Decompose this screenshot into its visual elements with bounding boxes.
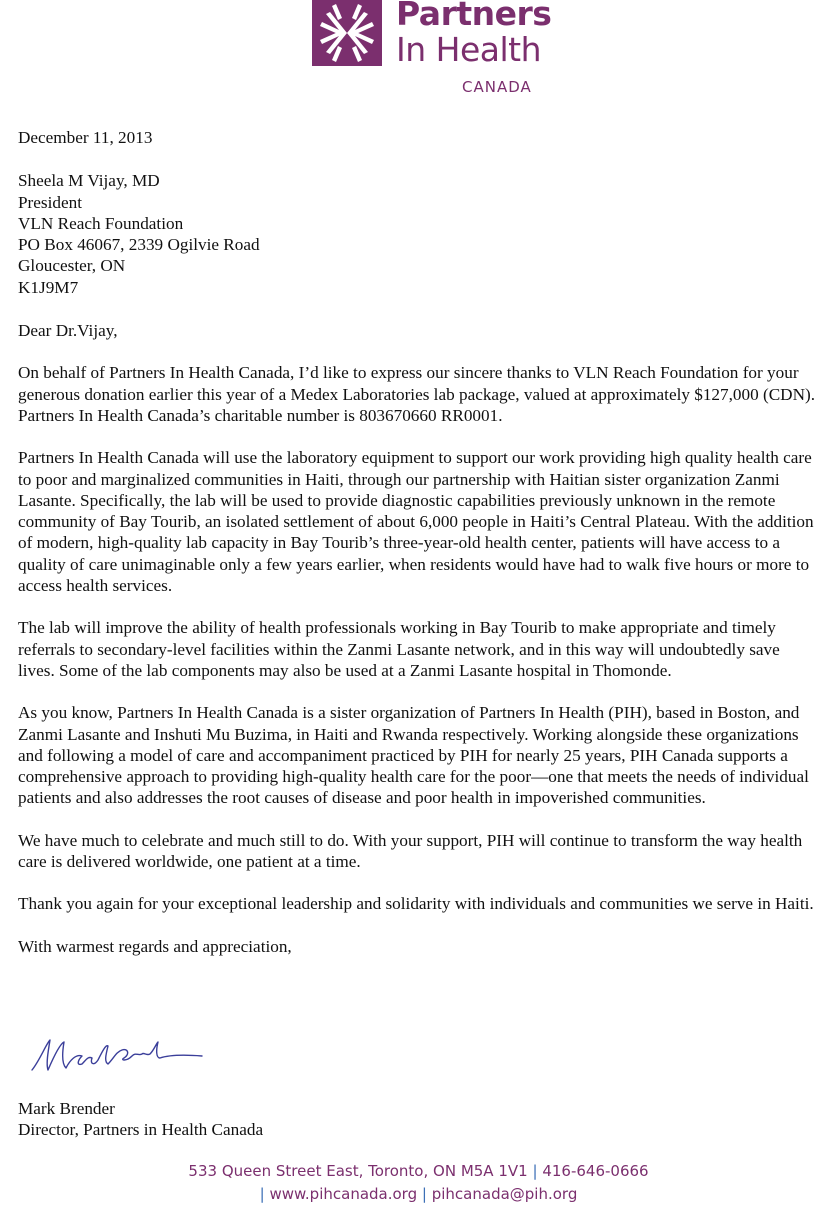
logo-line-canada: CANADA	[462, 78, 532, 96]
recipient-street: PO Box 46067, 2339 Ogilvie Road	[18, 235, 260, 255]
handwritten-signature	[26, 1030, 206, 1080]
signer-title: Director, Partners in Health Canada	[18, 1120, 264, 1140]
footer-separator: |	[532, 1162, 538, 1180]
body-paragraph: Thank you again for your exceptional leadership and solidarity with individuals and communities we serve in Haiti.	[18, 894, 814, 914]
recipient-title: President	[18, 192, 82, 212]
recipient-postal: K1J9M7	[18, 277, 79, 297]
signer-block	[18, 1098, 263, 1141]
footer-email-link[interactable]: pihcanada@pih.org	[431, 1185, 578, 1203]
body-paragraph: The lab will improve the ability of health professionals working in Bay Tourib to make appropriate and timely referrals to secondary-level facilities within the Zanmi Lasante network, and in this way will undoubtedly save lives. Some of the lab components may also be used at a Zanmi Lasante hospital in Thomonde.	[18, 618, 780, 680]
footer-phone: 416-646-0666	[542, 1162, 649, 1180]
footer-address: 533 Queen Street East, Toronto, ON M5A 1V1	[188, 1162, 528, 1180]
body-paragraph: As you know, Partners In Health Canada is a sister organization of Partners In Health (PIH), based in Boston, and Zanmi Lasante and Inshuti Mu Buzima, in Haiti and Rwanda respectively. Working alongside these organizations and following a model of care and accompaniment practiced by PIH for nearly 25 years, PIH Canada supports a comprehensive approach to providing high-quality health care for the poor—one that meets the needs of individual patients and also addresses the root causes of disease and poor health in impoverished communities.	[18, 703, 809, 808]
logo-line-partners: Partners	[396, 0, 552, 33]
body-paragraph: Partners In Health Canada will use the laboratory equipment to support our work providing high quality health care to poor and marginalized communities in Haiti, through our partnership with Haitian sister organization Zanmi Lasante. Specifically, the lab will be used to provide diagnostic capabilities previously unknown in the remote community of Bay Tourib, an isolated settlement of about 6,000 people in Haiti’s Central Plateau. With the addition of modern, high-quality lab capacity in Bay Tourib’s three-year-old health center, patients will have access to a quality of care unimaginable only a few years earlier, when residents would have had to walk five hours or more to access health services.	[18, 448, 814, 596]
footer-separator: |	[259, 1185, 265, 1203]
footer-line-1	[0, 1160, 837, 1183]
letter-date: December 11, 2013	[18, 128, 153, 147]
letterhead-footer	[0, 1160, 837, 1206]
signer-name: Mark Brender	[18, 1099, 115, 1118]
footer-line-2	[0, 1183, 837, 1206]
salutation: Dear Dr.Vijay,	[18, 321, 118, 341]
org-logo	[312, 0, 552, 100]
recipient-organization: VLN Reach Foundation	[18, 213, 184, 233]
body-paragraph: We have much to celebrate and much still to do. With your support, PIH will continue to transform the way health care is delivered worldwide, one patient at a time.	[18, 830, 803, 872]
recipient-address	[18, 170, 818, 298]
recipient-name: Sheela M Vijay, MD	[18, 171, 160, 191]
recipient-city: Gloucester, ON	[18, 256, 126, 276]
letter-body	[18, 127, 818, 957]
logo-line-in-health: In Health	[396, 30, 541, 69]
footer-website-link[interactable]: www.pihcanada.org	[269, 1185, 418, 1203]
hands-logo-icon	[312, 0, 382, 66]
footer-separator: |	[421, 1185, 427, 1203]
closing-line: With warmest regards and appreciation,	[18, 936, 292, 956]
body-paragraph: On behalf of Partners In Health Canada, I’d like to express our sincere thanks to VLN Reach Foundation for your generous donation earlier this year of a Medex Laboratories lab package, valued at approximately $127,000 (CDN). Partners In Health Canada’s charitable number is 803670660 RR0001.	[18, 363, 816, 425]
